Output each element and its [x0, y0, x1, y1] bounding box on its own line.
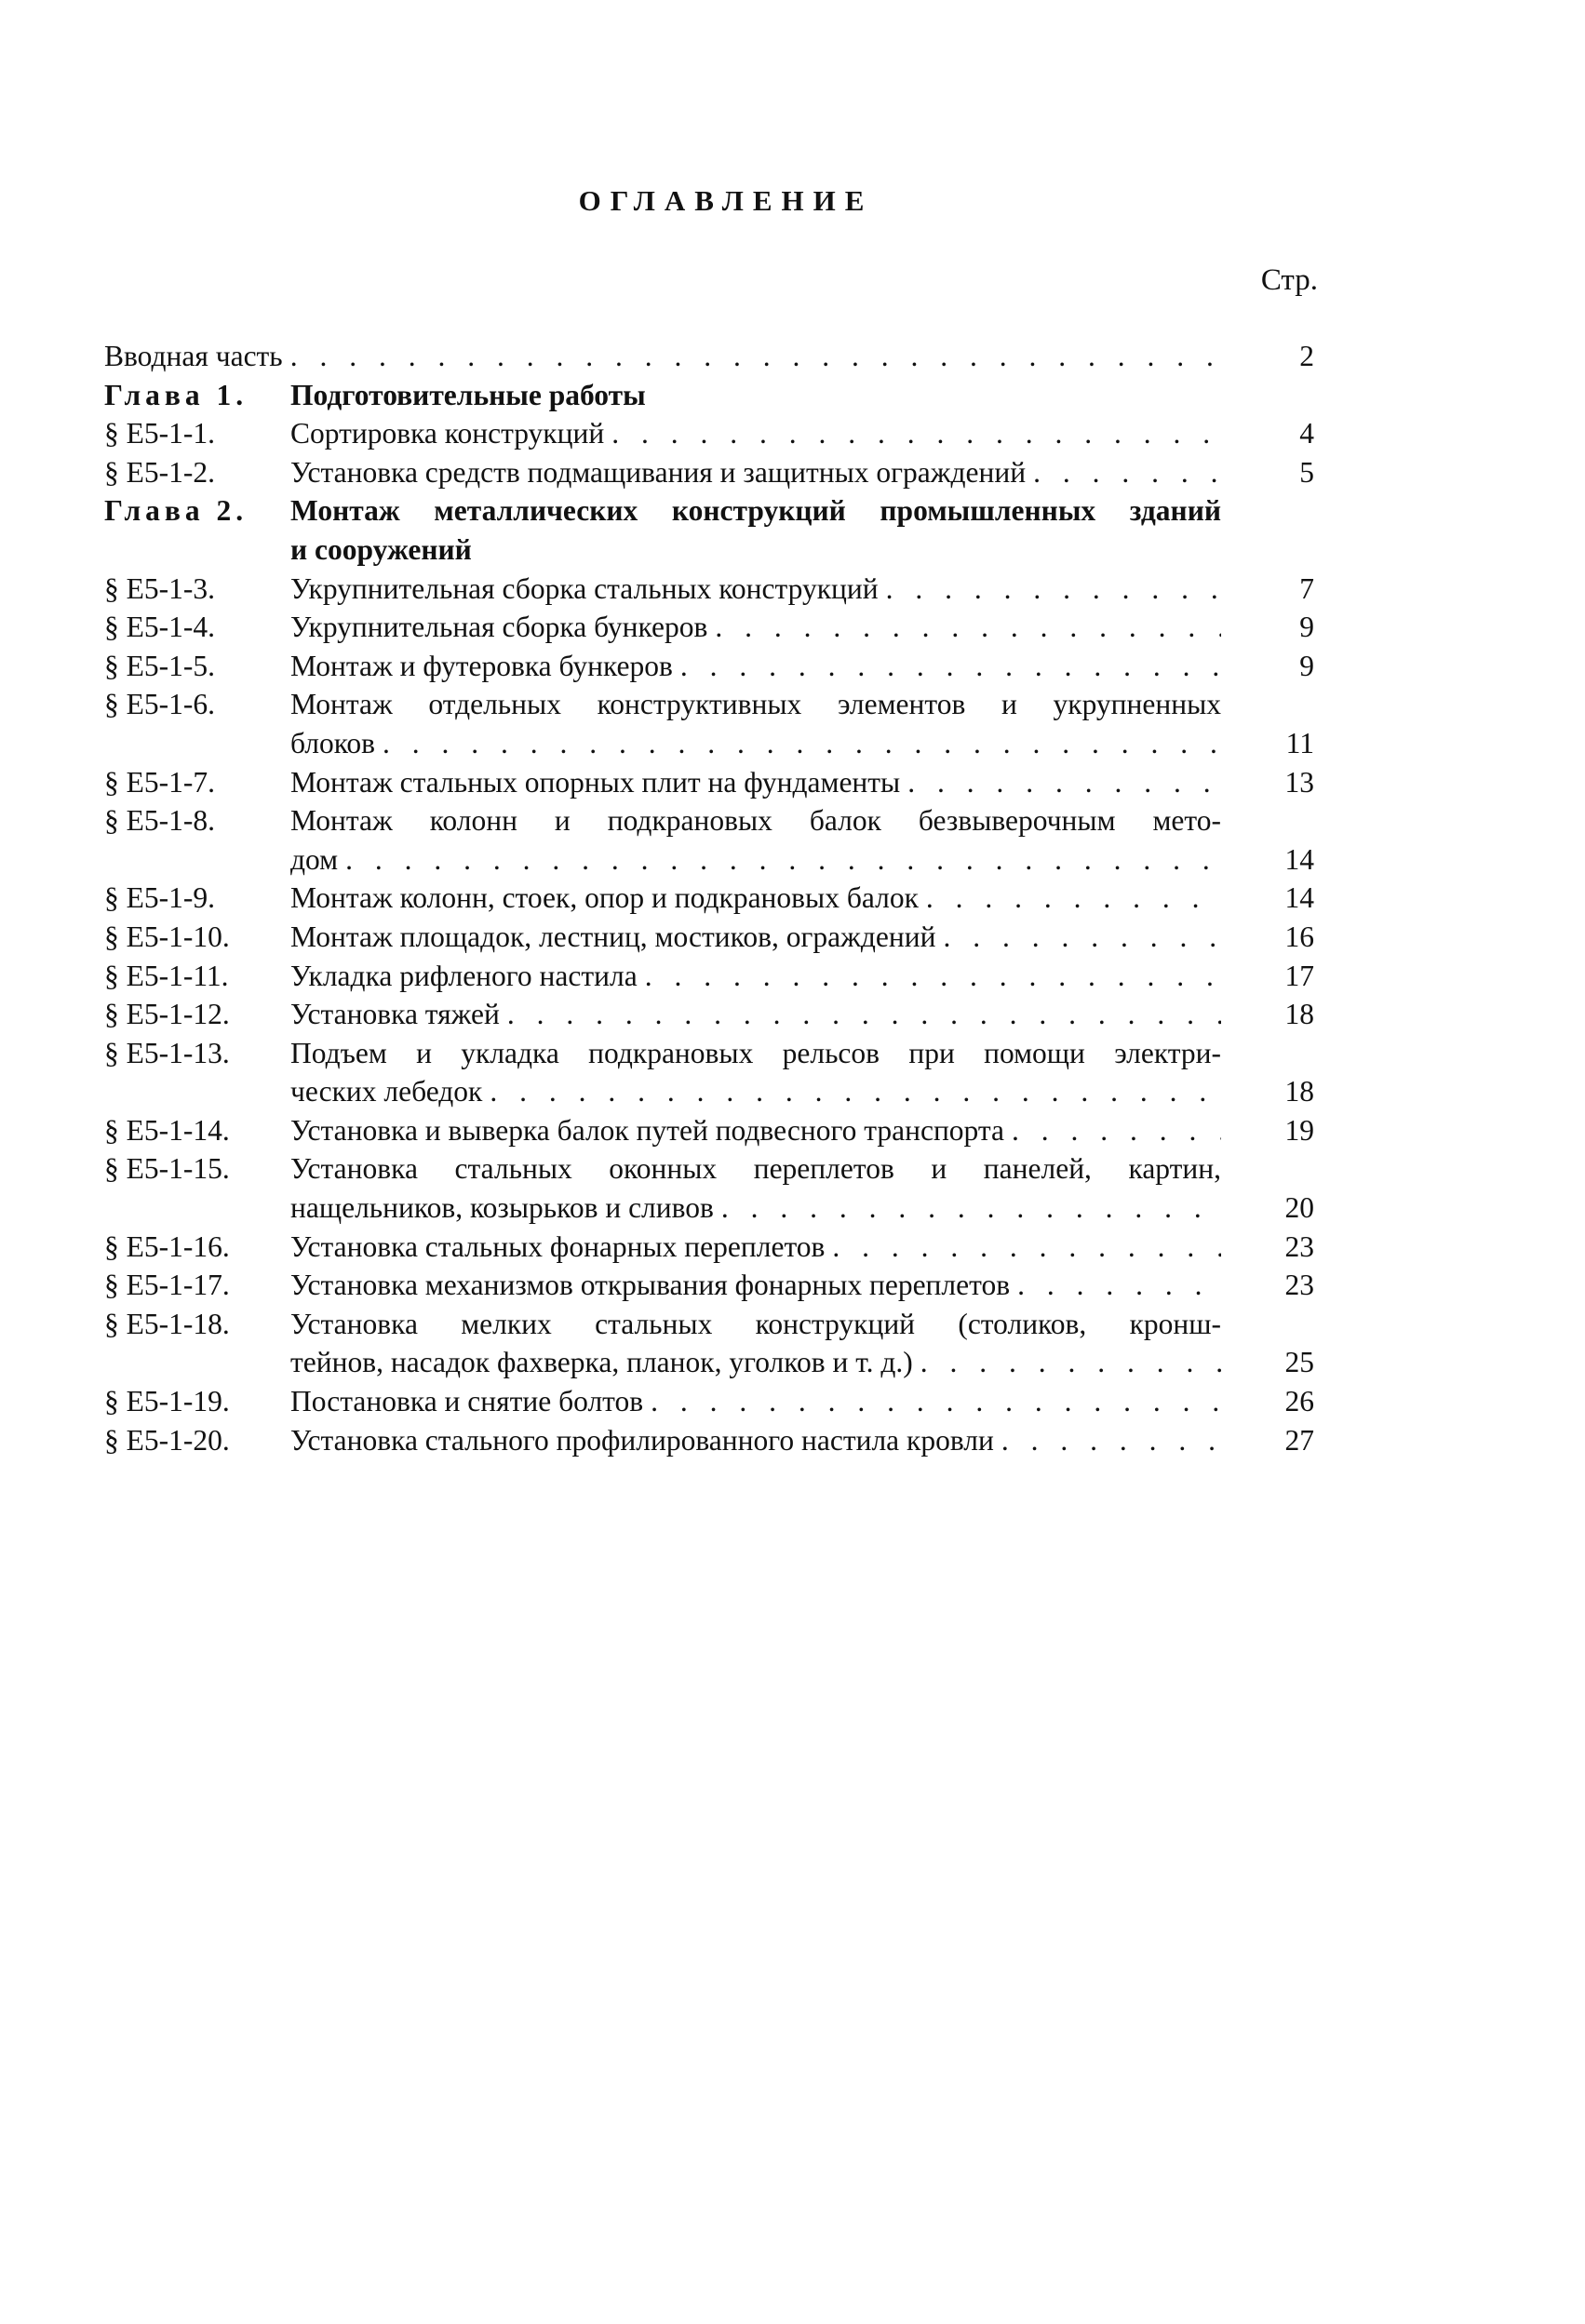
- toc-entry-label: § Е5-1-18.: [104, 1307, 230, 1340]
- toc-entry-text: тейнов, насадок фахверка, планок, уголков и т. д.): [290, 1346, 913, 1379]
- toc-entry-label: Глава 1.: [104, 378, 248, 411]
- toc-entry-title: [290, 1111, 1221, 1150]
- toc-entry-text: Укрупнительная сборка бункеров: [290, 611, 708, 644]
- toc-page-number: 5: [1299, 455, 1314, 489]
- toc-row: [104, 1149, 1314, 1189]
- toc-entry-label: § Е5-1-4.: [104, 611, 215, 644]
- toc-entry-title: [290, 1382, 1221, 1421]
- toc-entry-text: Монтаж стальных опорных плит на фундаменты: [290, 765, 901, 799]
- dot-leader: [879, 570, 1221, 609]
- toc-entry-title: [290, 957, 1221, 996]
- toc-entry-label: § Е5-1-3.: [104, 571, 215, 605]
- toc-entry-label: Глава 2.: [104, 494, 248, 528]
- toc-page-number: 11: [1285, 726, 1314, 759]
- toc-entry-label: § Е5-1-5.: [104, 649, 215, 682]
- toc-entry-title: [290, 763, 1221, 802]
- toc-entry-label: § Е5-1-7.: [104, 765, 215, 799]
- toc-entry-label: § Е5-1-2.: [104, 455, 215, 489]
- toc-row: [104, 647, 1314, 686]
- toc-entry-text: Сортировка конструкций: [290, 417, 605, 450]
- toc-row: [104, 570, 1314, 609]
- toc-page-number: 19: [1284, 1113, 1314, 1147]
- dot-leader: [283, 337, 1221, 376]
- toc-row: [104, 763, 1314, 802]
- toc-entry-title: Установка мелких стальных конструкций (столиков, кронш-: [290, 1307, 1221, 1340]
- toc-entry-text: Установка механизмов открывания фонарных переплетов: [290, 1269, 1011, 1302]
- toc-page-number: 14: [1284, 881, 1314, 915]
- toc-entry-label: § Е5-1-9.: [104, 881, 215, 915]
- toc-entry-label: § Е5-1-13.: [104, 1036, 230, 1069]
- toc-page-number: 2: [1299, 340, 1314, 372]
- toc-row: [104, 608, 1314, 647]
- toc-page-number: 18: [1284, 1075, 1314, 1108]
- toc-entry-text: нащельников, козырьков и сливов: [290, 1191, 714, 1225]
- toc-entry-label: § Е5-1-20.: [104, 1423, 230, 1457]
- toc-page-number: 18: [1284, 998, 1314, 1031]
- toc-entry-label: § Е5-1-1.: [104, 417, 215, 450]
- toc-row: [104, 1343, 1314, 1382]
- toc-row: [104, 491, 1314, 531]
- toc-row: [104, 957, 1314, 996]
- toc-row: [104, 453, 1314, 492]
- dot-leader: [900, 763, 1221, 802]
- toc-entry-title: [290, 453, 1221, 492]
- toc-entry-title: [290, 414, 1221, 453]
- page-column-header: Стр.: [1260, 263, 1318, 297]
- dot-leader: [919, 879, 1221, 918]
- toc-entry-text: ческих лебедок: [290, 1075, 483, 1108]
- toc-entry-label: § Е5-1-16.: [104, 1229, 230, 1263]
- dot-leader: [994, 1421, 1221, 1460]
- toc-row: [104, 1421, 1314, 1460]
- toc-row: [104, 1266, 1314, 1305]
- toc-entry-text: Установка тяжей: [290, 998, 500, 1031]
- toc-page-number: 9: [1299, 611, 1314, 644]
- toc-entry-title: [290, 840, 1221, 880]
- toc-row: [104, 1305, 1314, 1344]
- toc-row: [104, 879, 1314, 918]
- toc-row: [104, 1111, 1314, 1150]
- toc-page-number: 7: [1299, 571, 1314, 605]
- toc-entry-title: [290, 879, 1221, 918]
- toc-entry-title: [290, 608, 1221, 647]
- toc-entry-text: Монтаж колонн, стоек, опор и подкрановых балок: [290, 881, 919, 915]
- toc-page-number: 23: [1284, 1229, 1314, 1263]
- toc-row: [104, 337, 1314, 376]
- toc-entry-title: [104, 337, 1221, 376]
- toc-entry-text: Установка стального профилированного настила кровли: [290, 1423, 994, 1457]
- toc-row: [104, 414, 1314, 453]
- toc-entry-text: Подготовительные работы: [290, 378, 646, 411]
- dot-leader: [500, 995, 1221, 1034]
- toc-row: [104, 840, 1314, 880]
- toc-entry-title: [290, 376, 1221, 415]
- toc-row: [104, 376, 1314, 415]
- page-title: ОГЛАВЛЕНИЕ: [578, 184, 874, 217]
- dot-leader: [707, 608, 1221, 647]
- toc-entry-text: Установка и выверка балок путей подвесного транспорта: [290, 1113, 1005, 1147]
- toc-entry-title: [290, 918, 1221, 957]
- toc-row: [104, 1072, 1314, 1111]
- toc-page-number: 17: [1284, 959, 1314, 992]
- toc-row: [104, 1228, 1314, 1267]
- toc-entry-title: [290, 724, 1221, 763]
- dot-leader: [375, 724, 1221, 763]
- toc-entry-label: § Е5-1-17.: [104, 1269, 230, 1302]
- toc-row: [104, 1189, 1314, 1228]
- toc-page-number: 14: [1284, 842, 1314, 876]
- toc-page-number: 20: [1284, 1191, 1314, 1225]
- toc-row: [104, 685, 1314, 724]
- toc-page-number: 27: [1284, 1423, 1314, 1457]
- toc-page-number: 26: [1284, 1385, 1314, 1418]
- toc-page-number: 25: [1284, 1346, 1314, 1379]
- toc-entry-text: Укладка рифленого настила: [290, 959, 638, 992]
- toc-entry-text: Установка средств подмащивания и защитных ограждений: [290, 455, 1027, 489]
- toc-row: [104, 995, 1314, 1034]
- dot-leader: [935, 918, 1221, 957]
- toc-entry-label: § Е5-1-10.: [104, 920, 230, 953]
- dot-leader: [638, 957, 1221, 996]
- toc-entry-label: § Е5-1-6.: [104, 688, 215, 721]
- toc-row: [104, 1034, 1314, 1073]
- toc-entry-text: Постановка и снятие болтов: [290, 1385, 644, 1418]
- toc-entry-title: Монтаж металлических конструкций промышленных зданий: [290, 494, 1221, 528]
- toc-entry-title: [290, 995, 1221, 1034]
- toc-entry-label: § Е5-1-14.: [104, 1113, 230, 1147]
- dot-leader: [673, 647, 1221, 686]
- table-of-contents: [104, 337, 1314, 1459]
- toc-entry-label: § Е5-1-12.: [104, 998, 230, 1031]
- toc-entry-text: Вводная часть: [104, 340, 283, 372]
- toc-row: [104, 724, 1314, 763]
- dot-leader: [338, 840, 1221, 880]
- toc-row: [104, 1382, 1314, 1421]
- toc-entry-text: дом: [290, 842, 339, 876]
- toc-entry-title: [290, 1072, 1221, 1111]
- toc-page-number: 23: [1284, 1269, 1314, 1302]
- toc-entry-title: Монтаж отдельных конструктивных элементов и укрупненных: [290, 688, 1221, 721]
- toc-entry-title: [290, 647, 1221, 686]
- toc-entry-title: [290, 1266, 1221, 1305]
- toc-entry-title: Подъем и укладка подкрановых рельсов при помощи электри-: [290, 1036, 1221, 1069]
- toc-entry-label: § Е5-1-8.: [104, 804, 215, 838]
- toc-entry-text: Монтаж площадок, лестниц, мостиков, ограждений: [290, 920, 936, 953]
- dot-leader: [1026, 453, 1221, 492]
- toc-entry-title: [290, 1189, 1221, 1228]
- toc-entry-title: [290, 1343, 1221, 1382]
- toc-page-number: 4: [1299, 417, 1314, 450]
- toc-page-number: 16: [1284, 920, 1314, 953]
- dot-leader: [1004, 1111, 1221, 1150]
- toc-entry-label: § Е5-1-19.: [104, 1385, 230, 1418]
- toc-entry-text: Монтаж и футеровка бункеров: [290, 649, 673, 682]
- dot-leader: [482, 1072, 1221, 1111]
- toc-entry-text: блоков: [290, 726, 376, 759]
- toc-entry-title: [290, 1228, 1221, 1267]
- dot-leader: [604, 414, 1221, 453]
- toc-page-number: 13: [1284, 765, 1314, 799]
- dot-leader: [825, 1228, 1221, 1267]
- dot-leader: [1010, 1266, 1221, 1305]
- dot-leader: [714, 1189, 1221, 1228]
- toc-row: [104, 801, 1314, 840]
- toc-entry-text: Установка стальных фонарных переплетов: [290, 1229, 826, 1263]
- toc-entry-text: Укрупнительная сборка стальных конструкций: [290, 571, 879, 605]
- toc-row: [104, 531, 1314, 570]
- toc-entry-title: [290, 570, 1221, 609]
- toc-entry-label: § Е5-1-11.: [104, 959, 229, 992]
- toc-entry-title: [290, 531, 1221, 570]
- toc-page-number: 9: [1299, 649, 1314, 682]
- dot-leader: [643, 1382, 1221, 1421]
- toc-entry-text: и сооружений: [290, 532, 472, 566]
- toc-entry-title: Монтаж колонн и подкрановых балок безвыверочным мето-: [290, 804, 1221, 838]
- toc-entry-title: [290, 1421, 1221, 1460]
- toc-entry-title: Установка стальных оконных переплетов и панелей, картин,: [290, 1152, 1221, 1186]
- toc-entry-label: § Е5-1-15.: [104, 1152, 230, 1186]
- dot-leader: [913, 1343, 1221, 1382]
- toc-row: [104, 918, 1314, 957]
